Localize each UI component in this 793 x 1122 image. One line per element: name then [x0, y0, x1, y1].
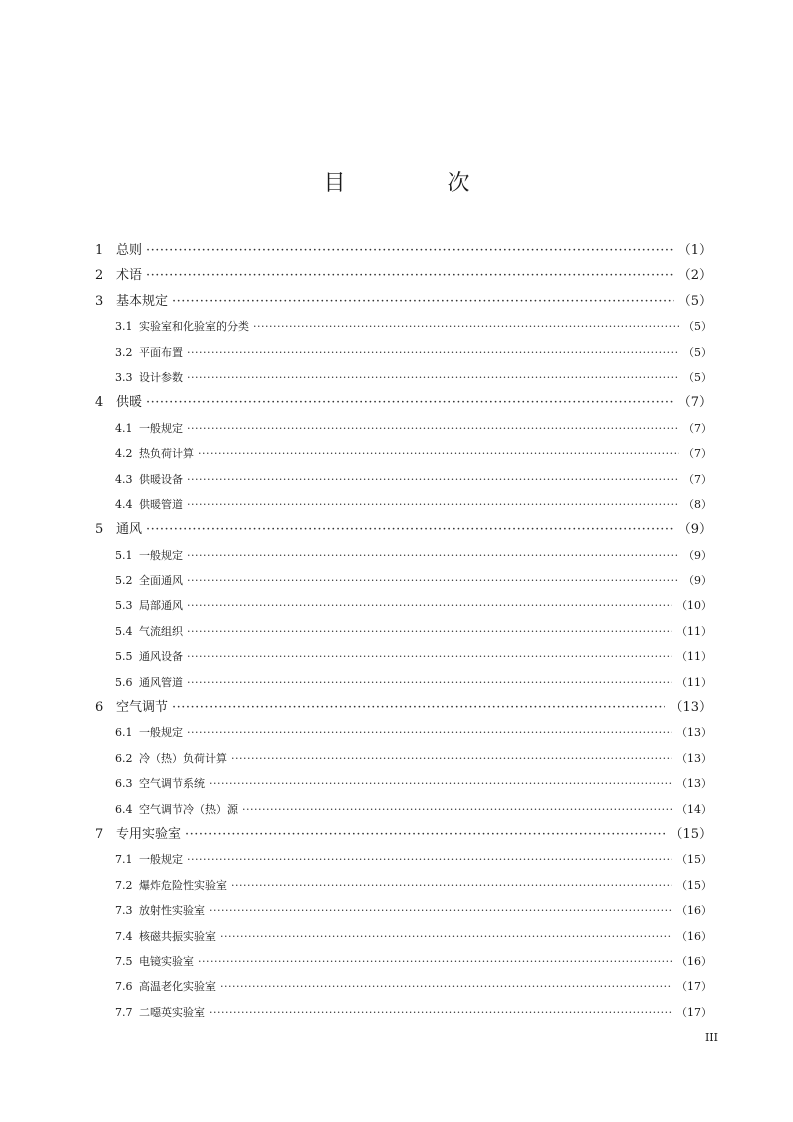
toc-entry-number: 7.4 [115, 929, 133, 943]
toc-entry-page: （8） [683, 497, 712, 511]
toc-entry-number: 5.4 [115, 624, 133, 638]
toc-entry-title: 一般规定 [139, 726, 183, 740]
table-of-contents [95, 238, 712, 1025]
toc-entry-page: （10） [676, 599, 712, 613]
toc-section-entry[interactable] [95, 797, 712, 822]
toc-entry-page: （7） [677, 395, 712, 411]
toc-dot-leader [187, 568, 679, 593]
toc-entry-page: （16） [676, 904, 712, 918]
toc-section-entry[interactable] [95, 771, 712, 796]
toc-entry-title: 通风设备 [139, 650, 183, 664]
toc-entry-page: （13） [676, 777, 712, 791]
toc-entry-number: 7.3 [115, 904, 133, 918]
toc-chapter-entry[interactable] [95, 238, 712, 263]
toc-dot-leader [198, 441, 679, 466]
toc-section-entry[interactable] [95, 340, 712, 365]
toc-entry-page: （16） [676, 929, 712, 943]
toc-entry-title: 放射性实验室 [139, 904, 205, 918]
toc-entry-page: （7） [683, 421, 712, 435]
toc-chapter-entry[interactable] [95, 289, 712, 314]
toc-entry-page: （17） [676, 1005, 712, 1019]
toc-dot-leader [231, 873, 672, 898]
toc-entry-number: 7 [95, 826, 104, 842]
toc-entry-page: （5） [677, 293, 712, 309]
page-title: 目 次 [323, 171, 510, 196]
toc-dot-leader [146, 390, 674, 415]
toc-entry-page: （5） [683, 320, 712, 334]
toc-entry-title: 热负荷计算 [139, 447, 194, 461]
toc-chapter-entry[interactable] [95, 263, 712, 288]
toc-entry-number: 3.1 [115, 320, 133, 334]
toc-section-entry[interactable] [95, 619, 712, 644]
toc-chapter-entry[interactable] [95, 390, 712, 415]
toc-entry-page: （11） [676, 624, 712, 638]
toc-entry-page: （11） [676, 650, 712, 664]
toc-entry-number: 6.2 [115, 751, 133, 765]
toc-section-entry[interactable] [95, 949, 712, 974]
toc-section-entry[interactable] [95, 543, 712, 568]
toc-entry-number: 5.2 [115, 574, 133, 588]
toc-entry-title: 二噁英实验室 [139, 1005, 205, 1019]
toc-entry-number: 2 [95, 268, 104, 284]
toc-entry-title: 空气调节系统 [139, 777, 205, 791]
toc-section-entry[interactable] [95, 873, 712, 898]
toc-entry-title: 全面通风 [139, 574, 183, 588]
toc-entry-page: （1） [677, 243, 712, 258]
toc-entry-title: 空气调节 [116, 700, 169, 716]
toc-dot-leader [253, 314, 679, 339]
toc-dot-leader [209, 771, 672, 796]
toc-dot-leader [146, 517, 674, 542]
toc-entry-title: 供暖设备 [139, 472, 183, 486]
toc-dot-leader [172, 289, 674, 314]
toc-entry-page: （15） [676, 878, 712, 892]
toc-entry-page: （17） [676, 980, 712, 994]
toc-dot-leader [209, 1000, 672, 1025]
toc-entry-page: （15） [676, 853, 712, 867]
toc-entry-title: 核磁共振实验室 [139, 929, 216, 943]
toc-dot-leader [187, 670, 672, 695]
toc-entry-number: 6.4 [115, 802, 133, 816]
toc-entry-page: （13） [676, 751, 712, 765]
toc-entry-page: （9） [683, 574, 712, 588]
toc-entry-number: 3.3 [115, 370, 133, 384]
toc-entry-title: 通风 [116, 522, 143, 538]
toc-entry-page: （13） [669, 700, 712, 716]
toc-dot-leader [242, 797, 672, 822]
toc-section-entry[interactable] [95, 670, 712, 695]
toc-entry-number: 4.2 [115, 447, 133, 461]
toc-dot-leader [187, 720, 672, 745]
toc-entry-number: 4.4 [115, 497, 133, 511]
toc-entry-number: 3 [95, 293, 104, 309]
page-number: III [704, 1031, 718, 1044]
toc-entry-title: 一般规定 [139, 853, 183, 867]
toc-dot-leader [146, 238, 674, 263]
toc-entry-number: 4.3 [115, 472, 133, 486]
toc-entry-number: 5.1 [115, 548, 133, 562]
toc-entry-title: 一般规定 [139, 421, 183, 435]
toc-section-entry[interactable] [95, 492, 712, 517]
toc-entry-number: 6.1 [115, 726, 133, 740]
toc-entry-number: 7.1 [115, 853, 133, 867]
toc-section-entry[interactable] [95, 314, 712, 339]
toc-dot-leader [187, 492, 679, 517]
toc-dot-leader [220, 974, 672, 999]
toc-dot-leader [187, 619, 672, 644]
toc-dot-leader [187, 543, 679, 568]
toc-entry-page: （15） [669, 826, 712, 842]
toc-section-entry[interactable] [95, 898, 712, 923]
toc-entry-page: （16） [676, 954, 712, 968]
toc-entry-number: 5.5 [115, 650, 133, 664]
toc-entry-page: （2） [677, 268, 712, 284]
toc-section-entry[interactable] [95, 644, 712, 669]
toc-section-entry[interactable] [95, 416, 712, 441]
toc-dot-leader [172, 695, 665, 720]
toc-entry-title: 平面布置 [139, 345, 183, 359]
toc-entry-number: 5.6 [115, 675, 133, 689]
toc-chapter-entry[interactable] [95, 822, 712, 847]
toc-entry-number: 7.7 [115, 1005, 133, 1019]
toc-section-entry[interactable] [95, 568, 712, 593]
toc-entry-title: 气流组织 [139, 624, 183, 638]
toc-entry-title: 高温老化实验室 [139, 980, 216, 994]
toc-entry-number: 3.2 [115, 345, 133, 359]
toc-entry-title: 设计参数 [139, 370, 183, 384]
toc-entry-page: （5） [683, 345, 712, 359]
toc-entry-title: 基本规定 [116, 293, 169, 309]
toc-entry-number: 7.5 [115, 954, 133, 968]
toc-dot-leader [187, 847, 672, 872]
toc-chapter-entry[interactable] [95, 695, 712, 720]
toc-dot-leader [187, 593, 672, 618]
toc-section-entry[interactable] [95, 974, 712, 999]
toc-entry-title: 供暖管道 [139, 497, 183, 511]
toc-entry-title: 电镜实验室 [139, 954, 194, 968]
toc-entry-title: 通风管道 [139, 675, 183, 689]
toc-dot-leader [209, 898, 672, 923]
toc-section-entry[interactable] [95, 847, 712, 872]
toc-dot-leader [187, 340, 679, 365]
toc-entry-number: 5.3 [115, 599, 133, 613]
toc-dot-leader [187, 416, 679, 441]
toc-section-entry[interactable] [95, 720, 712, 745]
toc-section-entry[interactable] [95, 1000, 712, 1025]
toc-entry-number: 7.6 [115, 980, 133, 994]
toc-dot-leader [187, 467, 679, 492]
toc-entry-title: 冷（热）负荷计算 [139, 751, 227, 765]
toc-entry-title: 空气调节冷（热）源 [139, 802, 238, 816]
toc-entry-title: 局部通风 [139, 599, 183, 613]
toc-entry-title: 实验室和化验室的分类 [139, 320, 249, 334]
toc-dot-leader [146, 263, 674, 288]
toc-dot-leader [187, 365, 679, 390]
toc-entry-number: 6.3 [115, 777, 133, 791]
toc-entry-number: 5 [95, 522, 104, 538]
toc-entry-title: 术语 [116, 268, 143, 284]
toc-chapter-entry[interactable] [95, 517, 712, 542]
toc-entry-number: 1 [95, 243, 104, 258]
toc-entry-number: 7.2 [115, 878, 133, 892]
toc-section-entry[interactable] [95, 365, 712, 390]
toc-entry-page: （9） [677, 522, 712, 538]
toc-entry-page: （5） [683, 370, 712, 384]
toc-section-entry[interactable] [95, 746, 712, 771]
toc-entry-number: 4.1 [115, 421, 133, 435]
toc-entry-title: 爆炸危险性实验室 [139, 878, 227, 892]
toc-section-entry[interactable] [95, 441, 712, 466]
toc-entry-page: （14） [676, 802, 712, 816]
toc-section-entry[interactable] [95, 593, 712, 618]
toc-entry-page: （7） [683, 472, 712, 486]
toc-entry-page: （9） [683, 548, 712, 562]
toc-section-entry[interactable] [95, 924, 712, 949]
toc-entry-page: （11） [676, 675, 712, 689]
toc-entry-title: 供暖 [116, 395, 143, 411]
toc-entry-title: 一般规定 [139, 548, 183, 562]
toc-entry-page: （7） [683, 447, 712, 461]
toc-entry-page: （13） [676, 726, 712, 740]
toc-section-entry[interactable] [95, 467, 712, 492]
toc-dot-leader [231, 746, 672, 771]
toc-dot-leader [187, 644, 672, 669]
toc-dot-leader [185, 822, 665, 847]
toc-entry-number: 6 [95, 700, 104, 716]
toc-entry-number: 4 [95, 395, 104, 411]
toc-dot-leader [198, 949, 672, 974]
toc-entry-title: 总则 [116, 243, 143, 258]
toc-entry-title: 专用实验室 [116, 826, 182, 842]
toc-dot-leader [220, 924, 672, 949]
